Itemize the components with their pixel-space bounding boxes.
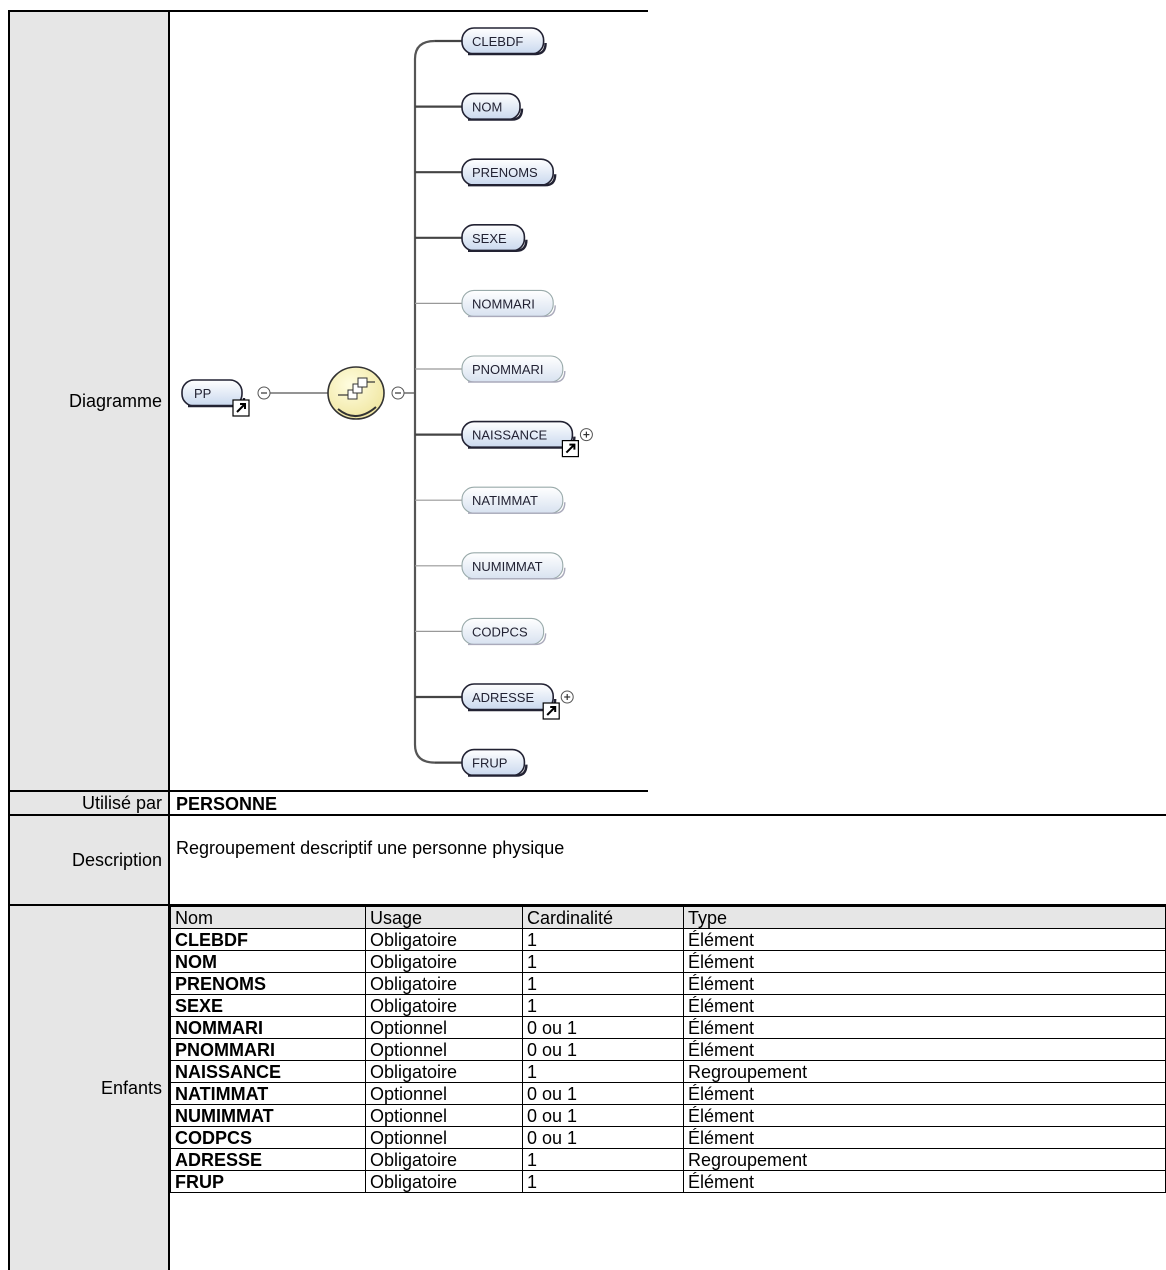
element-node-label: CLEBDF — [472, 34, 524, 49]
diagram-label-cell — [10, 12, 168, 790]
child-name[interactable]: FRUP — [171, 1171, 366, 1193]
child-name[interactable]: PRENOMS — [171, 973, 366, 995]
child-type: Élément — [684, 973, 1166, 995]
child-usage: Optionnel — [366, 1083, 523, 1105]
element-node-clebdf[interactable] — [462, 28, 546, 54]
element-node-label: FRUP — [472, 755, 508, 771]
table-row — [171, 951, 1166, 973]
column-header: Nom — [171, 907, 366, 929]
root-node[interactable] — [182, 380, 249, 416]
column-header: Cardinalité — [523, 907, 684, 929]
element-node-sexe[interactable] — [462, 225, 526, 251]
child-type: Élément — [684, 1017, 1166, 1039]
element-node-numimmat[interactable] — [462, 553, 565, 579]
child-type: Élément — [684, 1083, 1166, 1105]
table-row — [171, 973, 1166, 995]
element-node-codpcs[interactable] — [462, 618, 546, 644]
table-row — [171, 1017, 1166, 1039]
table-row — [171, 1171, 1166, 1193]
element-node-prenoms[interactable] — [462, 159, 555, 185]
element-node-nom[interactable] — [462, 94, 522, 120]
reference-arrow-icon — [233, 400, 249, 416]
element-node-natimmat[interactable] — [462, 487, 565, 513]
child-usage: Optionnel — [366, 1017, 523, 1039]
child-name[interactable]: NUMIMMAT — [171, 1105, 366, 1127]
child-type: Élément — [684, 995, 1166, 1017]
reference-arrow-icon — [543, 703, 559, 719]
table-row — [171, 1127, 1166, 1149]
child-cardinality: 1 — [523, 1061, 684, 1083]
table-header-row — [171, 907, 1166, 929]
child-usage: Obligatoire — [366, 1149, 523, 1171]
table-row — [171, 929, 1166, 951]
child-cardinality: 0 ou 1 — [523, 1127, 684, 1149]
element-node-label: NOM — [472, 99, 503, 115]
child-usage: Obligatoire — [366, 1171, 523, 1193]
child-type: Élément — [684, 1105, 1166, 1127]
table-row — [171, 1061, 1166, 1083]
child-type: Élément — [684, 1171, 1166, 1193]
element-node-label: SEXE — [472, 230, 507, 246]
description-label: Description — [71, 849, 162, 870]
child-cardinality: 0 ou 1 — [523, 1083, 684, 1105]
child-name[interactable]: CODPCS — [171, 1127, 366, 1149]
table-row — [171, 1039, 1166, 1061]
schema-diagram — [170, 12, 646, 790]
child-usage: Obligatoire — [366, 951, 523, 973]
table-row — [171, 1083, 1166, 1105]
child-cardinality: 0 ou 1 — [523, 1105, 684, 1127]
child-usage: Optionnel — [366, 1105, 523, 1127]
child-usage: Obligatoire — [366, 995, 523, 1017]
element-node-label: NATIMMAT — [472, 493, 538, 509]
description-text: Regroupement descriptif une personne physique — [176, 838, 565, 858]
expand-icon[interactable] — [561, 691, 573, 703]
description-label-cell — [10, 816, 168, 904]
child-type: Élément — [684, 1039, 1166, 1061]
child-type: Regroupement — [684, 1149, 1166, 1171]
child-usage: Obligatoire — [366, 929, 523, 951]
diagram-label: Diagramme — [68, 390, 162, 411]
child-cardinality: 1 — [523, 951, 684, 973]
collapse-icon[interactable] — [258, 387, 270, 399]
child-name[interactable]: NOM — [171, 951, 366, 973]
expand-icon[interactable] — [580, 429, 592, 441]
child-name[interactable]: NAISSANCE — [171, 1061, 366, 1083]
element-node-adresse[interactable] — [462, 684, 559, 719]
child-type: Élément — [684, 929, 1166, 951]
child-usage: Optionnel — [366, 1127, 523, 1149]
child-cardinality: 1 — [523, 973, 684, 995]
child-cardinality: 0 ou 1 — [523, 1017, 684, 1039]
element-node-frup[interactable] — [462, 750, 526, 776]
child-name[interactable]: SEXE — [171, 995, 366, 1017]
element-node-label: PRENOMS — [472, 165, 538, 181]
child-cardinality: 1 — [523, 1149, 684, 1171]
child-cardinality: 1 — [523, 995, 684, 1017]
element-node-label: NUMIMMAT — [472, 558, 543, 574]
element-node-label: ADRESSE — [472, 690, 535, 705]
sequence-compositor-icon[interactable] — [328, 367, 384, 419]
child-type: Regroupement — [684, 1061, 1166, 1083]
collapse-icon[interactable] — [392, 387, 404, 399]
child-usage: Obligatoire — [366, 973, 523, 995]
child-cardinality: 0 ou 1 — [523, 1039, 684, 1061]
table-row — [171, 995, 1166, 1017]
child-name[interactable]: ADRESSE — [171, 1149, 366, 1171]
element-node-nommari[interactable] — [462, 290, 555, 316]
child-usage: Optionnel — [366, 1039, 523, 1061]
element-node-naissance[interactable] — [462, 422, 578, 457]
column-header: Usage — [366, 907, 523, 929]
child-name[interactable]: PNOMMARI — [171, 1039, 366, 1061]
child-type: Élément — [684, 951, 1166, 973]
children-table — [170, 906, 1166, 1193]
used-by-value[interactable]: PERSONNE — [176, 794, 278, 814]
reference-arrow-icon — [562, 441, 578, 457]
element-node-pnommari[interactable] — [462, 356, 565, 382]
child-cardinality: 1 — [523, 1171, 684, 1193]
child-name[interactable]: NOMMARI — [171, 1017, 366, 1039]
child-name[interactable]: CLEBDF — [171, 929, 366, 951]
element-node-label: NAISSANCE — [472, 427, 548, 443]
element-node-label: CODPCS — [472, 624, 528, 640]
child-cardinality: 1 — [523, 929, 684, 951]
used-by-label-cell — [10, 792, 168, 814]
used-by-label: Utilisé par — [81, 792, 162, 813]
element-node-label: NOMMARI — [472, 296, 535, 312]
table-row — [171, 1105, 1166, 1127]
table-row — [171, 1149, 1166, 1171]
sequence-bus-line — [415, 41, 435, 763]
child-name[interactable]: NATIMMAT — [171, 1083, 366, 1105]
children-label-cell — [10, 906, 168, 1270]
root-label: PP — [194, 386, 212, 401]
element-node-label: PNOMMARI — [472, 362, 544, 377]
child-usage: Obligatoire — [366, 1061, 523, 1083]
child-type: Élément — [684, 1127, 1166, 1149]
children-label: Enfants — [100, 1077, 162, 1098]
column-header: Type — [684, 907, 1166, 929]
